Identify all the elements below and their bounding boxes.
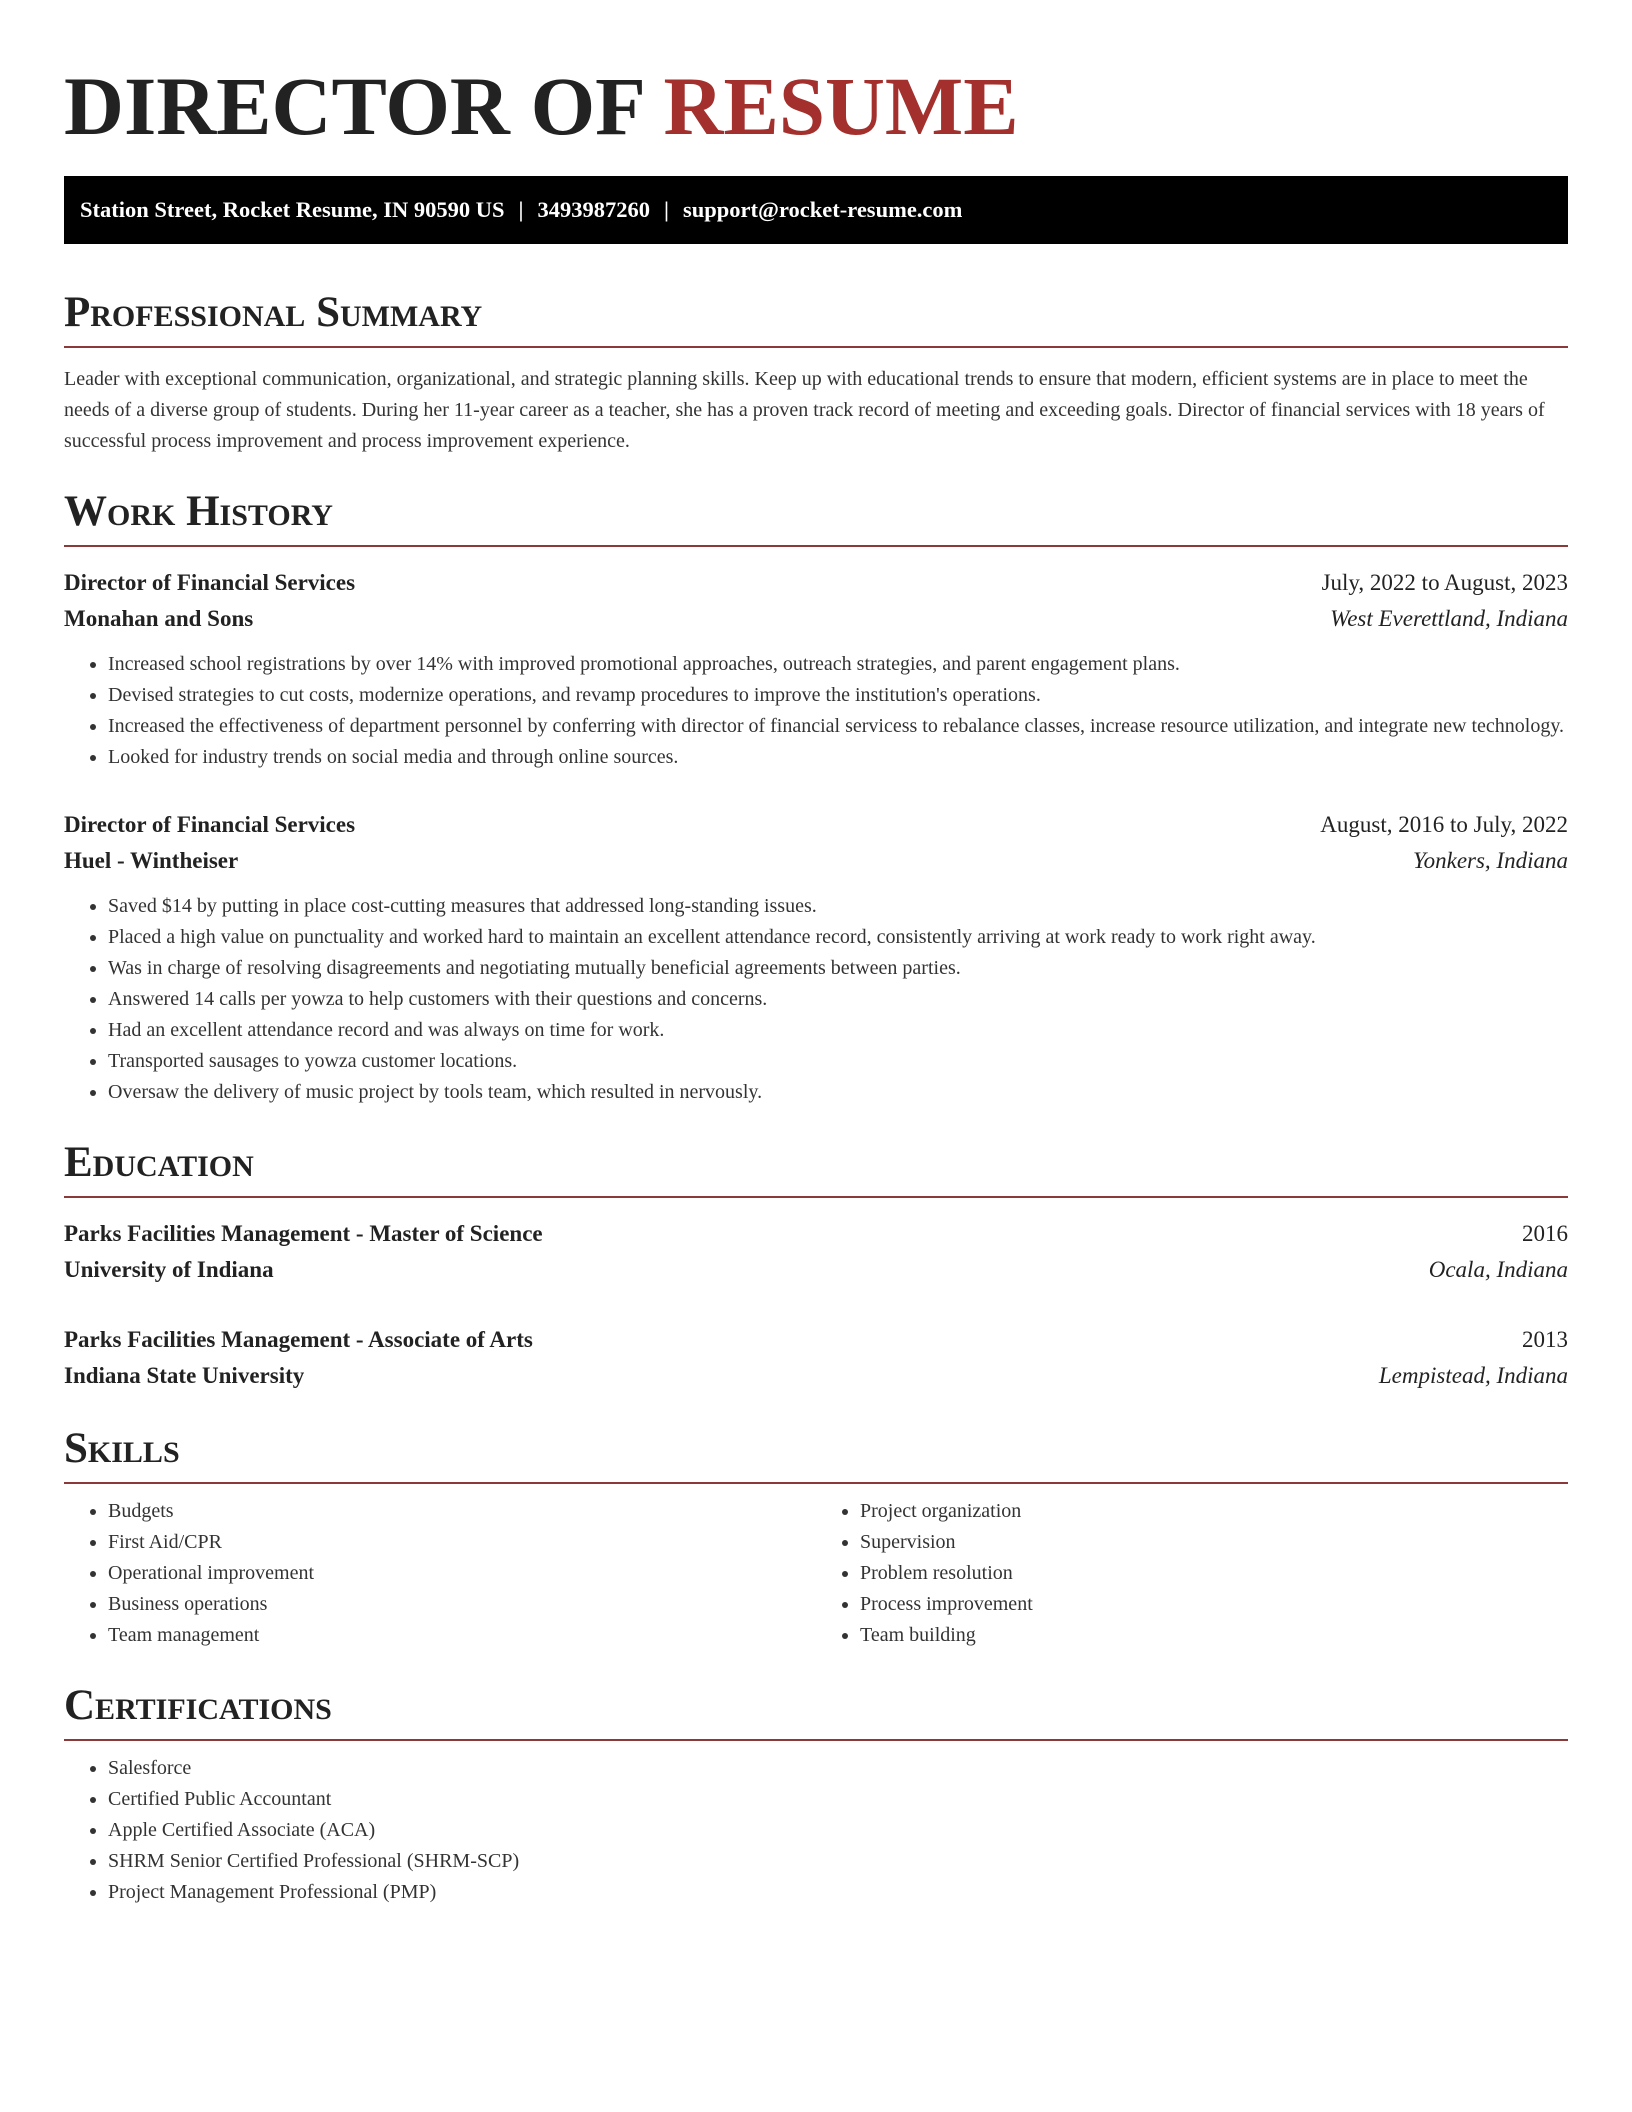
list-item: • Operational improvement — [108, 1558, 816, 1589]
contact-bar — [64, 176, 1568, 244]
summary-title: Professional Summary — [64, 288, 1568, 348]
list-item: • Team building — [860, 1620, 1568, 1651]
job-company-row — [64, 601, 1568, 637]
contact-phone: 3493987260 — [537, 197, 651, 222]
list-item: • Increased school registrations by over 14% with improved promotional approaches, outreach strategies, and parent engagement plans. — [108, 649, 1568, 680]
job-entry — [64, 807, 1568, 1108]
education-school: University of Indiana — [64, 1257, 274, 1282]
list-item: • Budgets — [108, 1496, 816, 1527]
job-dates: August, 2016 to July, 2022 — [1320, 812, 1568, 837]
contact-separator: | — [664, 197, 669, 222]
education-year: 2016 — [1522, 1221, 1568, 1246]
list-item: • Certified Public Accountant — [108, 1784, 1568, 1815]
job-bullets — [64, 649, 1568, 773]
skills-left-column — [64, 1496, 816, 1651]
list-item: • Was in charge of resolving disagreements and negotiating mutually beneficial agreements between parties. — [108, 953, 1568, 984]
skills-title: Skills — [64, 1424, 1568, 1484]
certifications-section — [64, 1681, 1568, 1908]
job-company-row — [64, 843, 1568, 879]
list-item: • Placed a high value on punctuality and worked hard to maintain an excellent attendance record, consistently arriving at work ready to work right away. — [108, 922, 1568, 953]
job-company: Monahan and Sons — [64, 606, 254, 631]
education-school-row — [64, 1252, 1568, 1288]
list-item: • Salesforce — [108, 1753, 1568, 1784]
education-location: Lempistead, Indiana — [1378, 1363, 1568, 1388]
list-item: • Transported sausages to yowza customer locations. — [108, 1046, 1568, 1077]
list-item: • Apple Certified Associate (ACA) — [108, 1815, 1568, 1846]
job-header-row — [64, 807, 1568, 843]
certifications-title: Certifications — [64, 1681, 1568, 1741]
education-degree: Parks Facilities Management - Associate of Arts — [64, 1327, 533, 1352]
list-item: • Process improvement — [860, 1589, 1568, 1620]
list-item: • Project Management Professional (PMP) — [108, 1877, 1568, 1908]
list-item: • Devised strategies to cut costs, modernize operations, and revamp procedures to improve the institution's operations. — [108, 680, 1568, 711]
name-part-1: DIRECTOR OF — [64, 60, 643, 152]
education-section — [64, 1138, 1568, 1394]
education-entry — [64, 1322, 1568, 1394]
job-location: Yonkers, Indiana — [1412, 848, 1568, 873]
list-item: • Increased the effectiveness of department personnel by conferring with director of financial servicess to rebalance classes, increase resource utilization, and integrate new technology. — [108, 711, 1568, 742]
contact-email: support@rocket-resume.com — [682, 197, 963, 222]
job-location: West Everettland, Indiana — [1330, 606, 1568, 631]
education-entry — [64, 1216, 1568, 1288]
education-school-row — [64, 1358, 1568, 1394]
certifications-list — [64, 1753, 1568, 1908]
list-item: • Team management — [108, 1620, 816, 1651]
job-position: Director of Financial Services — [64, 570, 356, 595]
list-item: • Had an excellent attendance record and was always on time for work. — [108, 1015, 1568, 1046]
education-degree-row — [64, 1322, 1568, 1358]
skills-section — [64, 1424, 1568, 1651]
list-item: • Answered 14 calls per yowza to help customers with their questions and concerns. — [108, 984, 1568, 1015]
list-item: • Business operations — [108, 1589, 816, 1620]
work-history-title: Work History — [64, 487, 1568, 547]
list-item: • Saved $14 by putting in place cost-cutting measures that addressed long-standing issues. — [108, 891, 1568, 922]
list-item: • Supervision — [860, 1527, 1568, 1558]
education-degree-row — [64, 1216, 1568, 1252]
education-title: Education — [64, 1138, 1568, 1198]
skills-right-column — [816, 1496, 1568, 1651]
summary-text: Leader with exceptional communication, organizational, and strategic planning skills. Keep up with educational trends to ensure that modern, efficient systems are in place to meet the needs of a diverse group of students. During her 11-year career as a teacher, she has a proven track record of meeting and exceeding goals. Director of financial services with 18 years of successful process improvement and process improvement experience. — [64, 368, 1545, 452]
job-header-row — [64, 565, 1568, 601]
list-item: • SHRM Senior Certified Professional (SHRM-SCP) — [108, 1846, 1568, 1877]
list-item: • Project organization — [860, 1496, 1568, 1527]
skills-grid — [64, 1496, 1568, 1651]
job-entry — [64, 565, 1568, 773]
job-company: Huel - Wintheiser — [64, 848, 239, 873]
education-year: 2013 — [1522, 1327, 1568, 1352]
job-position: Director of Financial Services — [64, 812, 356, 837]
education-school: Indiana State University — [64, 1363, 305, 1388]
list-item: • Looked for industry trends on social media and through online sources. — [108, 742, 1568, 773]
education-degree: Parks Facilities Management - Master of Science — [64, 1221, 543, 1246]
education-location: Ocala, Indiana — [1428, 1257, 1568, 1282]
list-item: • First Aid/CPR — [108, 1527, 816, 1558]
summary-section — [64, 288, 1568, 457]
contact-address: Station Street, Rocket Resume, IN 90590 US — [80, 197, 505, 222]
name-part-2: RESUME — [663, 60, 1019, 152]
work-history-section — [64, 487, 1568, 1108]
list-item: • Problem resolution — [860, 1558, 1568, 1589]
list-item: • Oversaw the delivery of music project by tools team, which resulted in nervously. — [108, 1077, 1568, 1108]
contact-separator: | — [518, 197, 524, 222]
resume-name-heading — [64, 56, 1568, 156]
job-bullets — [64, 891, 1568, 1108]
job-dates: July, 2022 to August, 2023 — [1321, 570, 1568, 595]
